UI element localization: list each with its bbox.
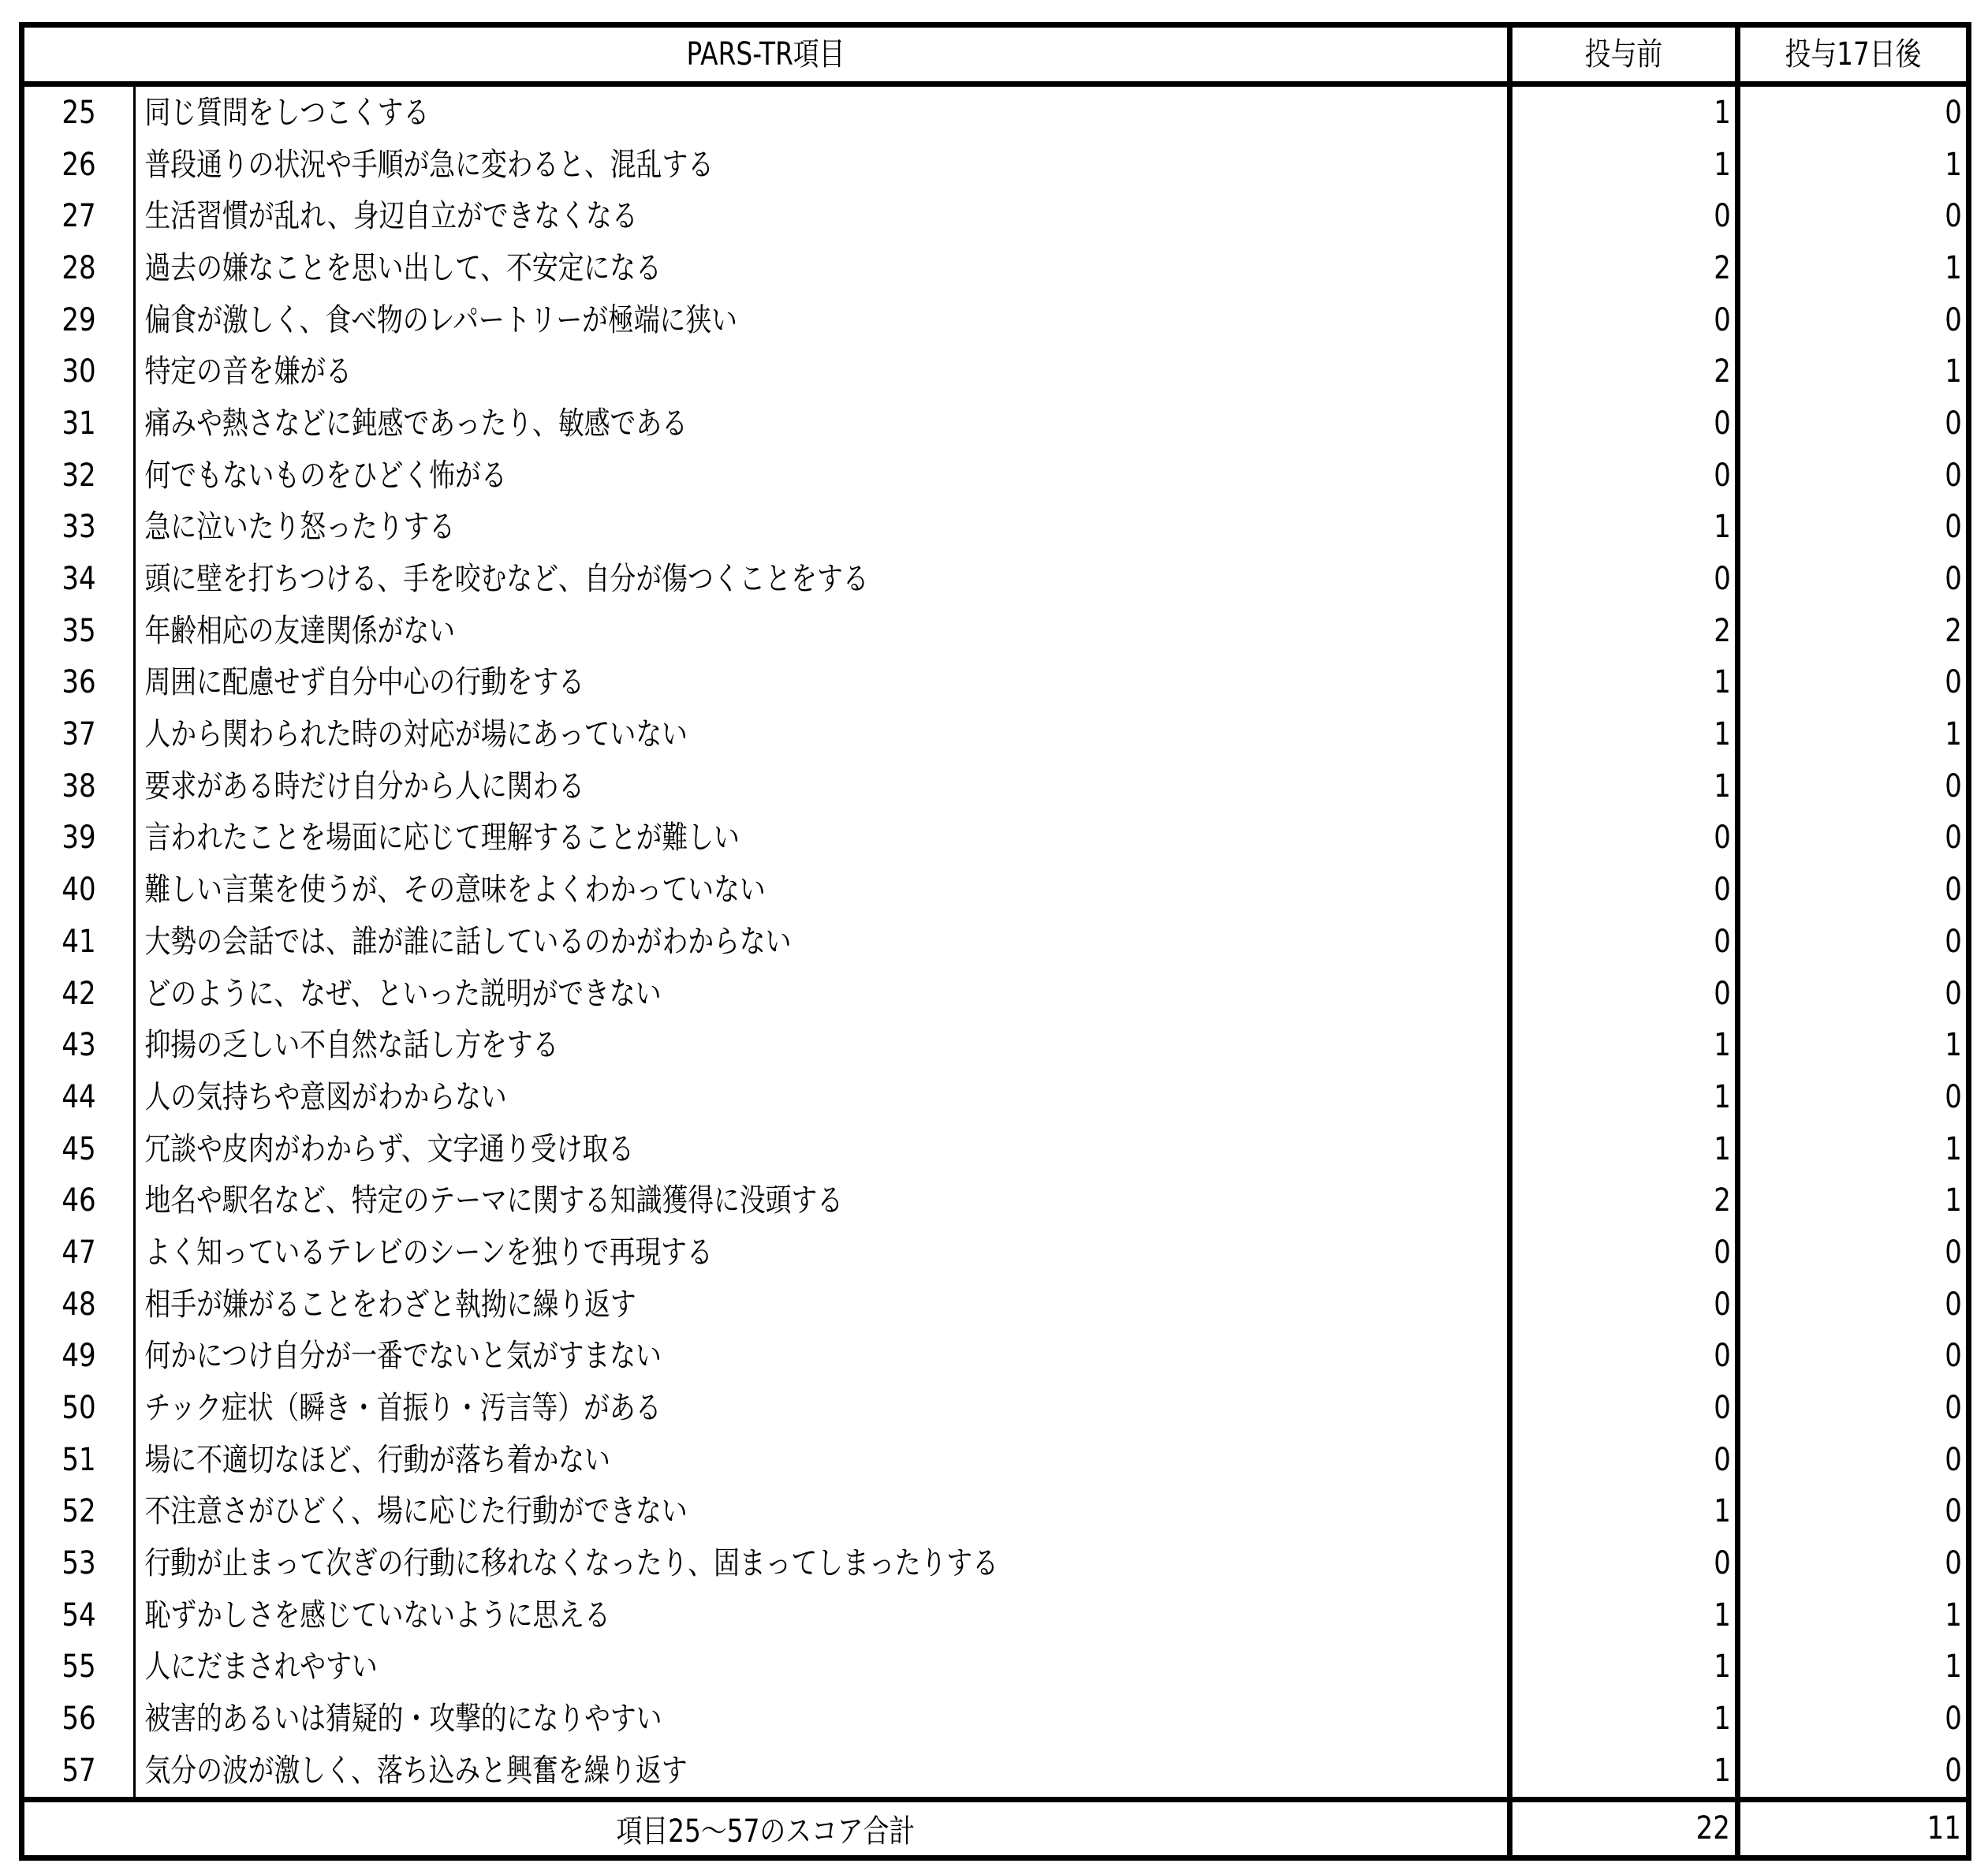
item-text: 普段通りの状況や手順が急に変わると、混乱する	[144, 146, 714, 183]
column-divider	[1735, 87, 1740, 1797]
item-number: 56	[62, 1701, 96, 1738]
item-number: 49	[62, 1338, 96, 1375]
score-before: 0	[1714, 1338, 1731, 1375]
item-text: 周囲に配慮せず自分中心の行動をする	[144, 664, 585, 701]
item-text: 気分の波が激しく、落ち込みと興奮を繰り返す	[144, 1752, 688, 1789]
item-text: 年齢相応の友達関係がない	[144, 612, 456, 649]
item-number: 27	[62, 198, 96, 235]
score-after: 0	[1945, 1338, 1962, 1375]
item-text: よく知っているテレビのシーンを独りで再現する	[144, 1234, 713, 1271]
score-after: 1	[1945, 1182, 1962, 1219]
score-before: 0	[1714, 405, 1731, 442]
score-after: 1	[1945, 146, 1962, 183]
total-label	[24, 1802, 1507, 1855]
score-before: 0	[1714, 1234, 1731, 1271]
score-after: 2	[1945, 612, 1962, 649]
item-number: 57	[62, 1752, 96, 1789]
total-after	[1740, 1802, 1966, 1855]
score-after: 0	[1945, 509, 1962, 546]
score-before: 0	[1714, 872, 1731, 909]
item-text: 人の気持ちや意図がわからない	[144, 1078, 507, 1115]
score-after: 0	[1945, 198, 1962, 235]
score-after: 0	[1945, 1752, 1962, 1789]
table-footer-total	[24, 1797, 1966, 1855]
item-text: 被害的あるいは猜疑的・攻撃的になりやすい	[144, 1701, 662, 1738]
item-number: 45	[62, 1130, 96, 1167]
item-text: 大勢の会話では、誰が誰に話しているのかがわからない	[144, 923, 792, 960]
score-after: 1	[1945, 1596, 1962, 1634]
score-after: 0	[1945, 1234, 1962, 1271]
item-text: 恥ずかしさを感じていないように思える	[144, 1596, 610, 1634]
item-number: 51	[62, 1441, 96, 1478]
item-number: 40	[62, 872, 96, 909]
score-after: 0	[1945, 561, 1962, 598]
score-before: 1	[1714, 1752, 1731, 1789]
item-text: 生活習慣が乱れ、身辺自立ができなくなる	[144, 198, 638, 235]
item-number: 52	[62, 1493, 96, 1530]
item-number: 44	[62, 1078, 96, 1115]
score-before: 2	[1714, 249, 1731, 286]
score-before: 2	[1714, 353, 1731, 390]
score-after: 0	[1945, 664, 1962, 701]
score-after: 0	[1945, 457, 1962, 494]
score-after: 0	[1945, 872, 1962, 909]
item-number-column	[24, 87, 133, 1797]
table-header	[24, 28, 1966, 87]
after-values-column	[1740, 87, 1966, 1797]
score-before: 1	[1714, 1130, 1731, 1167]
item-text: 急に泣いたり怒ったりする	[144, 509, 456, 546]
column-divider	[1735, 1802, 1740, 1855]
item-number: 34	[62, 561, 96, 598]
score-before: 1	[1714, 94, 1731, 131]
score-after: 0	[1945, 1545, 1962, 1582]
column-divider	[1507, 1802, 1512, 1855]
item-number: 50	[62, 1390, 96, 1427]
score-before: 1	[1714, 1027, 1731, 1064]
item-number: 41	[62, 923, 96, 960]
score-before: 2	[1714, 612, 1731, 649]
item-text: 痛みや熱さなどに鈍感であったり、敏感である	[144, 405, 688, 442]
score-after: 1	[1945, 1027, 1962, 1064]
score-before: 0	[1714, 975, 1731, 1012]
score-after: 1	[1945, 249, 1962, 286]
score-before: 1	[1714, 716, 1731, 753]
item-text: 行動が止まって次ぎの行動に移れなくなったり、固まってしまったりする	[144, 1545, 998, 1582]
item-text: 偏食が激しく、食べ物のレパートリーが極端に狭い	[144, 301, 737, 338]
item-number: 42	[62, 975, 96, 1012]
score-before: 1	[1714, 1078, 1731, 1115]
score-after: 0	[1945, 820, 1962, 857]
total-after-value: 11	[1926, 1810, 1961, 1847]
pars-tr-score-table	[19, 22, 1971, 1861]
score-after: 0	[1945, 1390, 1962, 1427]
item-text-column	[136, 87, 1507, 1797]
item-number: 29	[62, 301, 96, 338]
score-before: 0	[1714, 1545, 1731, 1582]
column-divider	[1735, 28, 1740, 81]
score-after: 0	[1945, 767, 1962, 805]
item-number: 32	[62, 457, 96, 494]
score-before: 1	[1714, 1701, 1731, 1738]
score-after: 0	[1945, 301, 1962, 338]
score-before: 1	[1714, 146, 1731, 183]
score-after: 0	[1945, 1493, 1962, 1530]
item-number: 28	[62, 249, 96, 286]
score-before: 1	[1714, 1493, 1731, 1530]
item-text: 抑揚の乏しい不自然な話し方をする	[144, 1027, 559, 1064]
total-before	[1512, 1802, 1735, 1855]
item-number: 38	[62, 767, 96, 805]
score-after: 0	[1945, 923, 1962, 960]
item-text: 同じ質問をしつこくする	[144, 94, 430, 131]
item-text: どのように、なぜ、といった説明ができない	[144, 975, 662, 1012]
item-text: 頭に壁を打ちつける、手を咬むなど、自分が傷つくことをする	[144, 561, 869, 598]
score-after: 0	[1945, 1286, 1962, 1323]
score-before: 1	[1714, 1649, 1731, 1686]
column-divider	[1507, 87, 1512, 1797]
item-number: 43	[62, 1027, 96, 1064]
item-text: 言われたことを場面に応じて理解することが難しい	[144, 820, 740, 857]
item-number: 33	[62, 509, 96, 546]
score-before: 0	[1714, 923, 1731, 960]
score-before: 1	[1714, 767, 1731, 805]
item-text: 要求がある時だけ自分から人に関わる	[144, 767, 585, 805]
score-before: 0	[1714, 457, 1731, 494]
item-number: 46	[62, 1182, 96, 1219]
score-after: 1	[1945, 1130, 1962, 1167]
score-before: 0	[1714, 1286, 1731, 1323]
item-number: 36	[62, 664, 96, 701]
header-item-column: PARS-TR項目	[686, 36, 845, 73]
item-text: 何かにつけ自分が一番でないと気がすまない	[144, 1338, 662, 1375]
score-before: 0	[1714, 1390, 1731, 1427]
score-before: 1	[1714, 664, 1731, 701]
score-before: 1	[1714, 509, 1731, 546]
item-number: 37	[62, 716, 96, 753]
score-before: 0	[1714, 301, 1731, 338]
score-before: 0	[1714, 820, 1731, 857]
item-text: 人から関わられた時の対応が場にあっていない	[144, 716, 688, 753]
item-number: 55	[62, 1649, 96, 1686]
total-before-value: 22	[1695, 1810, 1730, 1847]
total-label-text: 項目25～57のスコア合計	[616, 1813, 916, 1850]
column-divider	[1507, 28, 1512, 81]
score-before: 0	[1714, 198, 1731, 235]
item-list	[24, 87, 1507, 1797]
item-text: 人にだまされやすい	[144, 1649, 378, 1686]
item-text: 何でもないものをひどく怖がる	[144, 457, 507, 494]
score-after: 1	[1945, 716, 1962, 753]
table-body	[24, 87, 1966, 1797]
score-after: 1	[1945, 353, 1962, 390]
item-number: 47	[62, 1234, 96, 1271]
score-after: 0	[1945, 94, 1962, 131]
item-text: 相手が嫌がることをわざと執拗に繰り返す	[144, 1286, 636, 1323]
item-text: 場に不適切なほど、行動が落ち着かない	[144, 1441, 610, 1478]
score-before: 0	[1714, 561, 1731, 598]
item-text: チック症状（瞬き・首振り・汚言等）がある	[144, 1390, 662, 1427]
item-number: 35	[62, 612, 96, 649]
item-number: 25	[62, 94, 96, 131]
score-before: 0	[1714, 1441, 1731, 1478]
item-number: 30	[62, 353, 96, 390]
item-number: 39	[62, 820, 96, 857]
score-after: 0	[1945, 1078, 1962, 1115]
item-number: 54	[62, 1596, 96, 1634]
item-text: 過去の嫌なことを思い出して、不安定になる	[144, 249, 662, 286]
item-text: 特定の音を嫌がる	[144, 353, 352, 390]
item-number: 53	[62, 1545, 96, 1582]
item-text: 不注意さがひどく、場に応じた行動ができない	[144, 1493, 688, 1530]
score-after: 0	[1945, 1441, 1962, 1478]
header-after-column: 投与17日後	[1785, 36, 1922, 73]
header-before-column: 投与前	[1584, 36, 1663, 73]
item-number: 26	[62, 146, 96, 183]
item-text: 冗談や皮肉がわからず、文字通り受け取る	[144, 1130, 635, 1167]
before-values-column	[1512, 87, 1735, 1797]
item-text: 難しい言葉を使うが、その意味をよくわかっていない	[144, 872, 766, 909]
score-after: 0	[1945, 405, 1962, 442]
item-number: 31	[62, 405, 96, 442]
score-before: 2	[1714, 1182, 1731, 1219]
score-before: 1	[1714, 1596, 1731, 1634]
item-text: 地名や駅名など、特定のテーマに関する知識獲得に没頭する	[144, 1182, 844, 1219]
score-after: 0	[1945, 1701, 1962, 1738]
score-after: 0	[1945, 975, 1962, 1012]
score-after: 1	[1945, 1649, 1962, 1686]
item-number: 48	[62, 1286, 96, 1323]
